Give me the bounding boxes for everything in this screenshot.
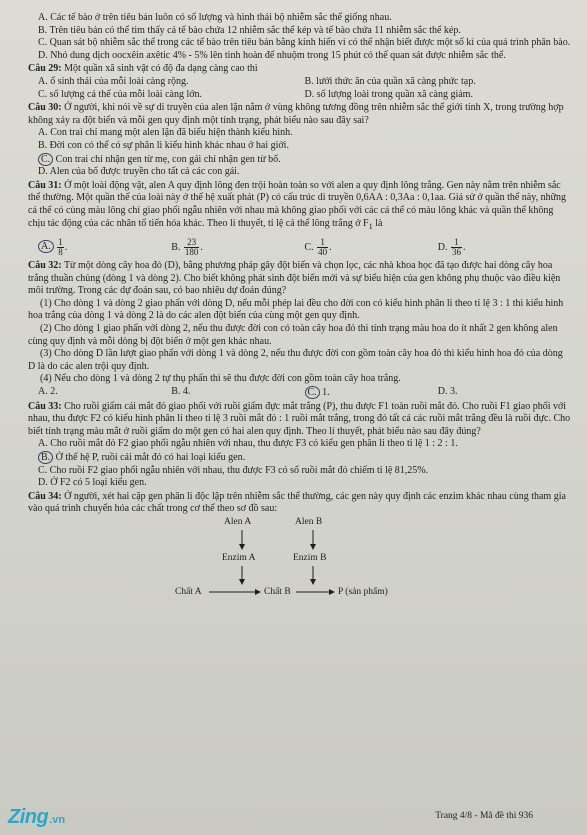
answer-circle-mark: B. [38, 451, 53, 464]
q32-statement-2: (2) Cho dòng 1 giao phấn với dòng 2, nếu thu được đời con có toàn cây hoa đỏ thì tính trạng màu hoa do ít nhất 2 gen không alen cùng quy định và mỗi dòng bị đột biến ở một gen khác nhau. [28, 323, 558, 347]
q31-subscript: 1 [368, 221, 373, 231]
question-31 [28, 180, 571, 259]
q30-number: Câu 30: [28, 102, 62, 114]
q31-option-b: B. $\frac{23}{180}$ . [171, 236, 203, 257]
q29-option-a: A. ổ sinh thái của mỗi loài càng rộng. [38, 75, 189, 87]
question-32 [28, 260, 571, 400]
q28-option-a: A. Các tế bào ở trên tiêu bản luôn có số lượng và hình thái bộ nhiễm sắc thể giống nhau. [38, 12, 392, 23]
q33-number: Câu 33: [28, 400, 62, 412]
q33-option-c: C. Cho ruồi F2 giao phối ngẫu nhiên với nhau, thu được F3 có số ruồi mắt đỏ chiếm tỉ lệ 81,25%. [38, 464, 429, 476]
label-enzim-a: Enzim A [222, 552, 256, 563]
q29-options-row1 [28, 76, 571, 89]
q31-number: Câu 31: [28, 179, 62, 191]
q30-option-d: D. Alen của bố được truyền cho tất cả các con gái. [38, 166, 240, 178]
q31-option-c: C. $\frac{1}{40}$ . [304, 236, 332, 257]
label-alen-b: Alen B [295, 516, 323, 527]
label-product: P (sản phẩm) [338, 586, 388, 597]
q30-option-c [28, 153, 571, 167]
q34-stem: Ở người, xét hai cặp gen phân li độc lập trên nhiễm sắc thể thường, các gen này quy định các enzim khác nhau cùng tham gia vào quá trình chuyển hóa các chất trong cơ thể theo sơ đồ sau: [28, 490, 566, 515]
q31-option-b-fraction: $\frac{23}{180}$ [184, 236, 199, 257]
label-chat-b: Chất B [264, 586, 291, 597]
question-29 [28, 63, 571, 101]
q29-option-d: D. số lượng loài trong quần xã càng giảm. [304, 88, 473, 100]
q32-option-d: D. 3. [437, 386, 458, 398]
question-33 [28, 401, 571, 490]
q32-option-b: B. 4. [171, 386, 191, 398]
q28-option-d: D. Nhỏ dung dịch oocxêin axêtic 4% - 5% lên tinh hoàn để nhuộm trong 15 phút có thể quan sát được nhiễm sắc thể. [38, 49, 506, 61]
zing-logo-suffix: .vn [49, 814, 66, 827]
q29-option-c: C. số lượng cá thể của mỗi loài càng lớn. [38, 88, 203, 100]
q32-option-a: A. 2. [38, 386, 58, 398]
label-alen-a: Alen A [224, 516, 252, 527]
q33-option-a: A. Cho ruồi mắt đỏ F2 giao phối ngẫu nhiên với nhau, thu được F3 có kiểu gen phân li theo tỉ lệ 1 : 2 : 1. [38, 438, 458, 450]
q34-number: Câu 34: [28, 490, 62, 502]
q30-stem: Ở người, khi nói về sự di truyền của alen lặn nằm ở vùng không tương đồng trên nhiễm sắc thể giới tính X, trong trường hợp không xảy ra đột biến và mỗi gen quy định một tính trạng, phát biểu nào sau đây sai? [28, 102, 564, 126]
q32-options [28, 386, 571, 400]
q31-options [28, 235, 571, 259]
q33-stem: Cho ruồi giấm cái mắt đỏ giao phối với ruồi giấm đực mắt trắng (P), thu được F1 toàn ruồi mắt đỏ. Cho ruồi F1 giao phối với nhau, thu được F2 có kiểu hình phân li theo tỉ lệ 3 ruồi mắt đỏ : 1 ruồi mắt trắng, trong đó tất cả các ruồi mắt trắng đều là ruồi đực. Cho biết tính trạng màu mắt ở ruồi giấm do một gen có hai alen quy định. Theo lí thuyết, phát biểu nào sau đây đúng? [28, 400, 571, 437]
q30-option-a: A. Con trai chỉ mang một alen lặn đã biểu hiện thành kiểu hình. [38, 127, 293, 139]
q31-option-d: D. $\frac{1}{36}$ . [437, 236, 466, 257]
q31-option-c-fraction: $\frac{1}{40}$ [318, 236, 328, 257]
q32-statement-3: (3) Cho dòng D lần lượt giao phấn với dòng 1 và dòng 2, nếu thu được đời con gồm toàn cây hoa đỏ thì kiểu hình hoa đỏ của dòng D là do các alen trội quy định. [28, 348, 563, 372]
page-footer: Trang 4/8 - Mã đề thi 936 [435, 811, 533, 822]
q32-statement-4: (4) Nếu cho dòng 1 và dòng 2 tự thụ phấn thì sẽ thu được đời con gồm toàn cây hoa trắng. [40, 373, 401, 385]
q29-option-b: B. lưới thức ăn của quần xã càng phức tạp. [304, 75, 476, 87]
q32-statement-1: (1) Cho dòng 1 và dòng 2 giao phấn với dòng D, nếu mỗi phép lai đều cho đời con có kiểu hình phân li theo tỉ lệ 3 : 1 thì kiểu hình hoa trắng của dòng 1 và dòng 2 là do các alen đột biến của cùng một gen quy định. [28, 297, 564, 322]
q31-option-a: A. $\frac{1}{8}$ . [28, 238, 171, 257]
metabolic-pathway-diagram [0, 516, 587, 602]
zing-logo-text: Zing [8, 806, 49, 829]
q33-option-d: D. Ở F2 có 5 loại kiểu gen. [38, 477, 147, 489]
q33-option-b: B. Ở thế hệ P, ruồi cái mắt đỏ có hai loại kiểu gen. [28, 451, 571, 465]
q31-option-d-fraction: $\frac{1}{36}$ [451, 236, 461, 257]
answer-circle-mark: C. [38, 153, 53, 166]
question-30 [28, 102, 571, 179]
q28-option-b: B. Trên tiêu bản có thể tìm thấy cả tế bào chứa 12 nhiễm sắc thể kép và tế bào chứa 11 nhiễm sắc thể kép. [38, 24, 461, 36]
q29-options-row2 [28, 89, 571, 102]
zing-logo [8, 806, 66, 829]
q30-option-b: B. Đời con có thể có sự phân li kiểu hình khác nhau ở hai giới. [38, 139, 289, 151]
q32-option-c: C. 1. [305, 386, 438, 400]
question-34 [28, 491, 571, 516]
q29-stem: Một quần xã sinh vật có độ đa dạng càng cao thì [64, 63, 258, 75]
q31-option-a-fraction: $\frac{1}{8}$ [58, 236, 63, 257]
q30-option-c-text: Con trai chỉ nhận gen từ mẹ, con gái chỉ nhận gen từ bố. [55, 153, 281, 165]
answer-circle-mark: C. [305, 386, 320, 399]
q29-number: Câu 29: [28, 63, 62, 75]
label-enzim-b: Enzim B [293, 552, 327, 563]
q28-option-c: C. Quan sát bộ nhiễm sắc thể trong các tế bào trên tiêu bản bằng kính hiển vi có thể nhận biết được một số kì của quá trình phân bào. [38, 37, 571, 49]
q31-stem-end: là [372, 217, 383, 229]
q32-stem: Từ một dòng cây hoa đỏ (D), bằng phương pháp gây đột biến và chọn lọc, các nhà khoa học đã tạo được hai dòng cây hoa trắng thuần chủng (dòng 1 và dòng 2). Cho biết không phát sinh đột biến mới và sự biểu hiện của gen không phụ thuộc vào điều kiện môi trường. Trong các dự đoán sau, có bao nhiêu dự đoán đúng? [28, 260, 561, 297]
q32-number: Câu 32: [28, 260, 62, 272]
answer-circle-mark: A. [38, 240, 54, 253]
q31-stem: Ở một loài động vật, alen A quy định lông đen trội hoàn toàn so với alen a quy định lông trắng. Gen này nằm trên nhiễm sắc thể thường. Một quần thể của loài này ở thế hệ xuất phát (P) có cấu trúc di truyền 0,6AA : 0,3Aa : 0,1aa. Giả sử ở quần thể này, những cá thể có cùng màu lông chỉ giao phối ngẫu nhiên với nhau mà không giao phối với các cá thể có màu lông khác và quần thể không chịu tác động của các nhân tố tiến hóa khác. Theo lí thuyết, tỉ lệ cá thể lông trắng ở F [28, 179, 567, 229]
label-chat-a: Chất A [175, 586, 202, 597]
